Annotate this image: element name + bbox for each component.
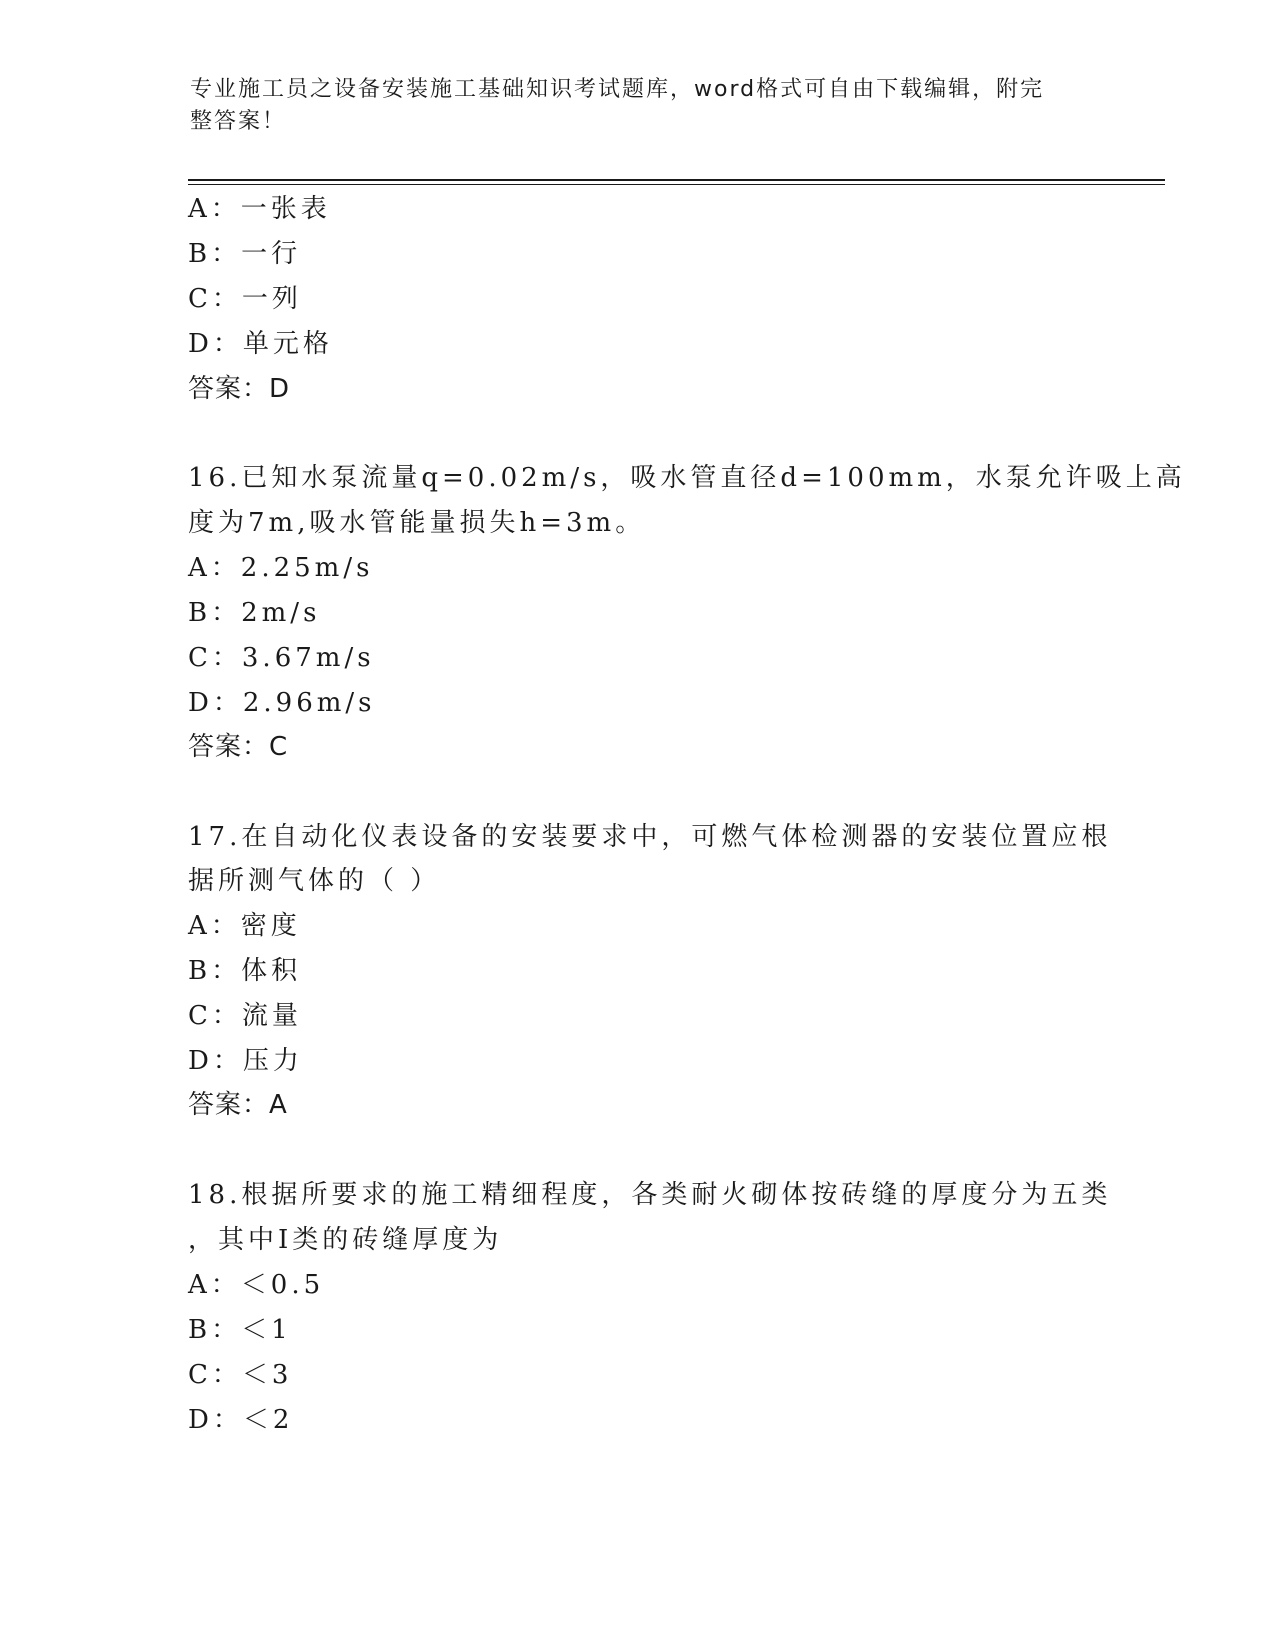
- question-stem-line-2: ，其中Ⅰ类的砖缝厚度为: [188, 1225, 503, 1255]
- answer-line: 答案：C: [188, 732, 289, 762]
- option-d: D：＜2: [188, 1405, 294, 1435]
- option-c: C：3.67m/s: [188, 643, 375, 673]
- option-d: D：单元格: [188, 329, 333, 359]
- question-stem-line-2: 据所测气体的（ ）: [188, 866, 441, 896]
- header-title: [190, 74, 1090, 138]
- question-stem-line-1: 18.根据所要求的施工精细程度，各类耐火砌体按砖缝的厚度分为五类: [188, 1180, 1112, 1210]
- header-divider-thin: [188, 184, 1165, 185]
- option-c: C：流量: [188, 1001, 302, 1031]
- option-d: D：2.96m/s: [188, 688, 376, 718]
- question-stem-line-1: 16.已知水泵流量q=0.02m/s，吸水管直径d=100mm，水泵允许吸上高: [188, 463, 1186, 493]
- header-divider-thick: [188, 179, 1165, 181]
- option-b: B：＜1: [188, 1315, 292, 1345]
- answer-line: 答案：A: [188, 1090, 288, 1120]
- question-stem-line-1: 17.在自动化仪表设备的安装要求中，可燃气体检测器的安装位置应根: [188, 822, 1112, 852]
- option-a: A：2.25m/s: [188, 553, 374, 583]
- question-stem-line-2: 度为7m,吸水管能量损失h=3m。: [188, 508, 646, 538]
- header-line-2: 整答案！: [190, 109, 287, 134]
- option-c: C：＜3: [188, 1360, 293, 1390]
- option-b: B：一行: [188, 239, 302, 269]
- option-a: A：密度: [188, 911, 301, 941]
- option-b: B：体积: [188, 956, 302, 986]
- option-c: C：一列: [188, 284, 302, 314]
- header-line-1: 专业施工员之设备安装施工基础知识考试题库，word格式可自由下载编辑，附完: [190, 77, 1045, 102]
- option-b: B：2m/s: [188, 598, 321, 628]
- option-a: A：＜0.5: [188, 1270, 325, 1300]
- option-d: D：压力: [188, 1046, 303, 1076]
- option-a: A：一张表: [188, 194, 331, 224]
- answer-line: 答案：D: [188, 374, 291, 404]
